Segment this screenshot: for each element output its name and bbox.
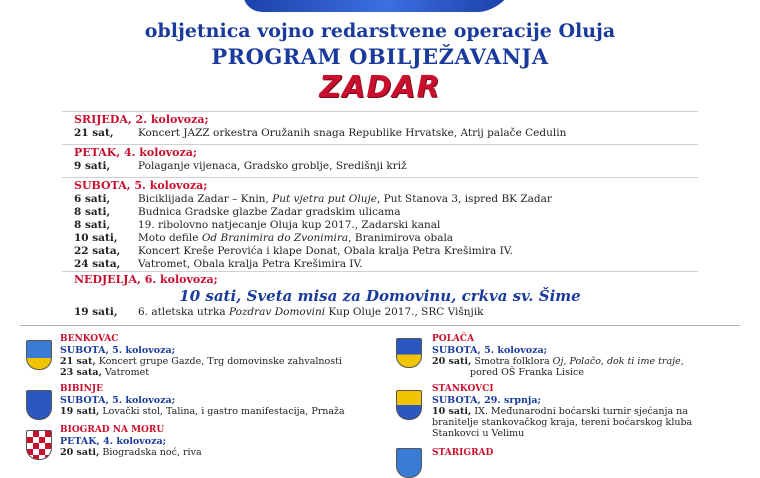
header-title: obljetnica vojno redarstvene operacije Oluja xyxy=(144,20,616,42)
town-biograd: BIOGRAD NA MORU PETAK, 4. kolovoza; 20 sati, Biogradska noć, riva xyxy=(60,425,202,458)
day-label: NEDJELJA, 6. kolovoza; xyxy=(74,273,218,286)
event-row: 10 sati, Moto defile Od Branimira do Zvonimira, Branimirova obala xyxy=(74,232,454,244)
benkovac-crest-icon xyxy=(26,340,52,370)
event-row: 21 sat, Koncert JAZZ orkestra Oružanih snaga Republike Hrvatske, Atrij palače Cedulin xyxy=(74,127,567,139)
event-row: 24 sata, Vatromet, Obala kralja Petra Krešimira IV. xyxy=(74,258,363,270)
day-label: PETAK, 4. kolovoza; xyxy=(74,146,197,159)
town-benkovac: BENKOVAC SUBOTA, 5. kolovoza; 21 sat, Koncert grupe Gazde, Trg domovinske zahvalnosti 23 sata, Vatromet xyxy=(60,334,342,378)
starigrad-crest-icon xyxy=(396,448,422,478)
event-row: 8 sati, Budnica Gradske glazbe Zadar gradskim ulicama xyxy=(74,206,401,218)
event-row: 6 sati, Biciklijada Zadar – Knin, Put vjetra put Oluje, Put Stanova 3, ispred BK Zadar xyxy=(74,193,552,205)
polaca-crest-icon xyxy=(396,338,422,368)
day-label: SRIJEDA, 2. kolovoza; xyxy=(74,113,209,126)
highlight-mass: 10 sati, Sveta misa za Domovinu, crkva sv. Šime xyxy=(179,287,581,305)
divider xyxy=(62,177,698,178)
divider xyxy=(62,111,698,112)
event-row: 8 sati, 19. ribolovno natjecanje Oluja kup 2017., Zadarski kanal xyxy=(74,219,441,231)
divider xyxy=(62,144,698,145)
event-row: 19 sati, 6. atletska utrka Pozdrav Domovini Kup Oluje 2017., SRC Višnjik xyxy=(74,306,484,318)
header-banner xyxy=(200,0,560,14)
event-row: 9 sati, Polaganje vijenaca, Gradsko groblje, Središnji križ xyxy=(74,160,407,172)
section-divider xyxy=(20,325,740,326)
town-polaca: POLAČA SUBOTA, 5. kolovoza; 20 sati, Smotra folklora Oj, Polačo, dok ti ime traje, pored OŠ Franka Lisice xyxy=(432,334,684,378)
town-starigrad: STARIGRAD xyxy=(432,448,494,458)
day-label: SUBOTA, 5. kolovoza; xyxy=(74,179,208,192)
banner-swoosh xyxy=(235,0,514,12)
program-title: PROGRAM OBILJEŽAVANJA xyxy=(211,44,549,69)
bibinje-crest-icon xyxy=(26,390,52,420)
town-bibinje: BIBINJE SUBOTA, 5. kolovoza; 19 sati, Lovački stol, Talina, i gastro manifestacija, Prnaža xyxy=(60,384,345,417)
town-stankovci: STANKOVCI SUBOTA, 29. srpnja; 10 sati, IX. Međunarodni boćarski turnir sjećanja na branitelje stankovačkog kraja, tereni boćarskog kluba Stankovci u Velimu xyxy=(432,384,693,439)
divider xyxy=(62,271,698,272)
event-row: 22 sata, Koncert Kreše Perovića i klape Donat, Obala kralja Petra Krešimira IV. xyxy=(74,245,513,257)
stankovci-crest-icon xyxy=(396,390,422,420)
city-title: ZADAR xyxy=(319,70,441,105)
biograd-crest-icon xyxy=(26,430,52,460)
